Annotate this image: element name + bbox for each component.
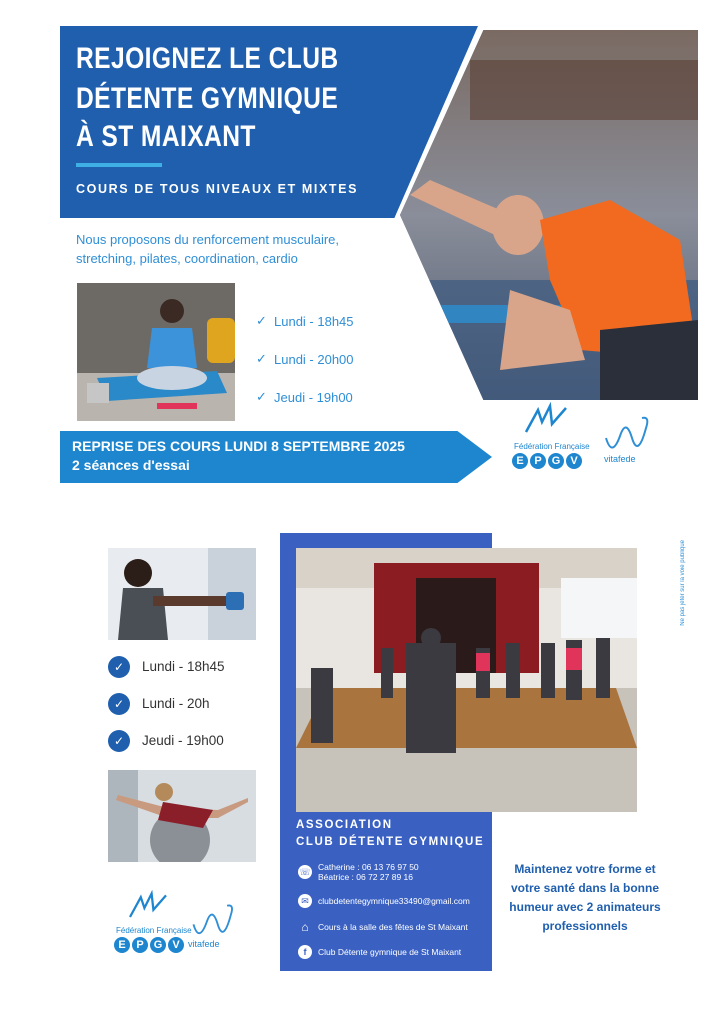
intro-text: [76, 230, 406, 268]
check-icon: ✓: [108, 693, 130, 715]
phone-catherine: Catherine : 06 13 76 97 50: [318, 862, 419, 872]
photo-gym-hall: [296, 548, 637, 812]
schedule-top-label: Jeudi - 19h00: [274, 389, 353, 405]
maintain-text: [506, 860, 664, 936]
epgv-figure-icon: [118, 890, 178, 926]
location-text: Cours à la salle des fêtes de St Maixant: [318, 922, 468, 932]
maintain-line-4: professionnels: [542, 919, 628, 933]
schedule-top-item: [256, 378, 354, 416]
reprise-trial: 2 séances d'essai: [72, 457, 190, 473]
schedule-top: [256, 302, 354, 416]
association-title-line-2: CLUB DÉTENTE GYMNIQUE: [296, 836, 485, 848]
vitafede-name: vitafede: [604, 454, 636, 464]
schedule-bottom-label: Jeudi - 19h00: [142, 733, 224, 748]
schedule-top-label: Lundi - 18h45: [274, 313, 354, 329]
schedule-top-item: [256, 340, 354, 378]
intro-line-2: stretching, pilates, coordination, cardio: [76, 251, 298, 266]
epgv-letter: G: [548, 453, 564, 469]
title-line-2: DÉTENTE GYMNIQUE: [76, 82, 339, 115]
check-icon: ✓: [256, 313, 267, 328]
schedule-bottom-label: Lundi - 20h: [142, 696, 210, 711]
epgv-letter: V: [566, 453, 582, 469]
epgv-letter: V: [168, 937, 184, 953]
epgv-figure-icon: [516, 402, 576, 442]
schedule-bottom-item: [108, 685, 225, 722]
schedule-bottom: [108, 648, 225, 759]
epgv-logo-bottom: [110, 890, 192, 953]
check-icon: ✓: [108, 656, 130, 678]
schedule-bottom-label: Lundi - 18h45: [142, 659, 225, 674]
epgv-letter: E: [114, 937, 130, 953]
schedule-top-label: Lundi - 20h00: [274, 351, 354, 367]
photo-weights-woman: [108, 548, 256, 640]
vitafede-logo-bottom: [186, 896, 252, 949]
epgv-letter: G: [150, 937, 166, 953]
maintain-line-3: humeur avec 2 animateurs: [509, 900, 661, 914]
contact-email: [298, 894, 470, 908]
facebook-icon: f: [298, 945, 312, 959]
vitafede-name: vitafede: [188, 939, 220, 949]
reprise-date: REPRISE DES COURS LUNDI 8 SEPTEMBRE 2025: [72, 438, 405, 454]
home-icon: ⌂: [301, 920, 309, 934]
phone-icon: ☏: [298, 865, 312, 879]
epgv-letters: [114, 937, 184, 953]
epgv-caption: Fédération Française: [116, 926, 192, 935]
check-icon: ✓: [108, 730, 130, 752]
email-icon: ✉: [298, 894, 312, 908]
schedule-bottom-item: [108, 648, 225, 685]
epgv-logo: [508, 402, 590, 469]
title-divider: [76, 163, 162, 167]
epgv-letter: P: [132, 937, 148, 953]
vitafede-logo: [598, 408, 668, 464]
phone-beatrice: Béatrice : 06 72 27 89 16: [318, 872, 413, 882]
maintain-line-2: votre santé dans la bonne: [510, 881, 660, 895]
title-line-1: REJOIGNEZ LE CLUB: [76, 42, 339, 75]
association-title-line-1: ASSOCIATION: [296, 819, 393, 831]
check-icon: ✓: [256, 389, 267, 404]
contact-location: [298, 920, 468, 934]
subtitle: COURS DE TOUS NIVEAUX ET MIXTES: [76, 182, 359, 196]
photo-ball-woman: [108, 770, 256, 862]
check-icon: ✓: [256, 351, 267, 366]
intro-line-1: Nous proposons du renforcement musculaire,: [76, 232, 340, 247]
epgv-letters: [512, 453, 582, 469]
schedule-top-item: [256, 302, 354, 340]
contact-phones: [298, 862, 419, 882]
schedule-bottom-item: [108, 722, 225, 759]
maintain-line-1: Maintenez votre forme et: [514, 862, 656, 876]
email-address: clubdetentegymnique33490@gmail.com: [318, 896, 470, 906]
facebook-page: Club Détente gymnique de St Maixant: [318, 947, 462, 957]
epgv-letter: P: [530, 453, 546, 469]
title-line-3: À ST MAIXANT: [76, 120, 256, 153]
contact-facebook: [298, 945, 461, 959]
epgv-caption: Fédération Française: [514, 442, 590, 451]
side-note: Ne pas jeter sur la voie publique: [680, 540, 686, 626]
photo-yoga-woman: [77, 283, 235, 421]
epgv-letter: E: [512, 453, 528, 469]
